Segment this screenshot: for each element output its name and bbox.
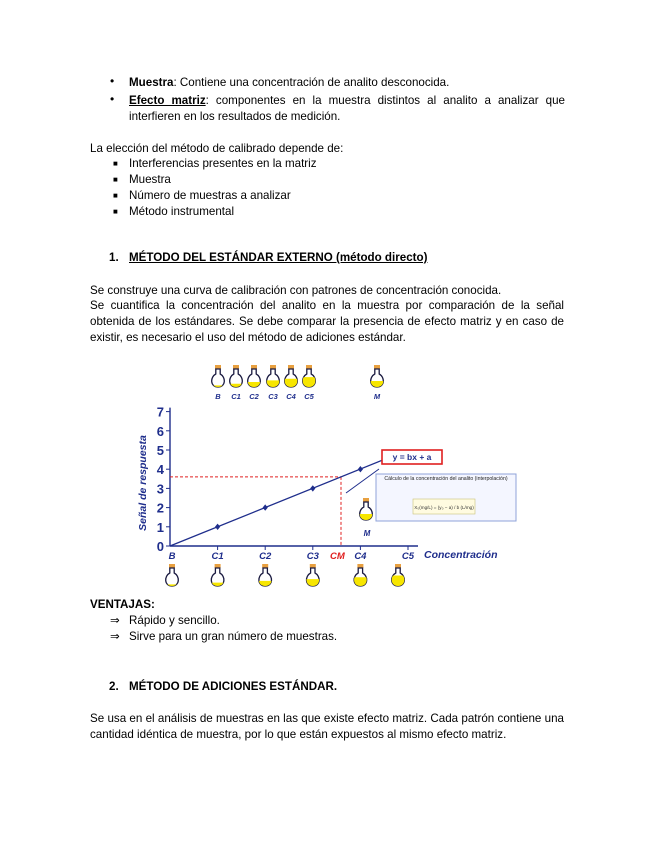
choice-item: Número de muestras a analizar (129, 189, 291, 202)
y-tick-label: 2 (156, 500, 164, 516)
y-tick-label: 7 (156, 404, 164, 420)
x-tick-label: B (168, 551, 176, 562)
bullet-square: ■ (113, 207, 118, 216)
choice-item: Interferencias presentes en la matriz (129, 157, 317, 170)
bottom-flask (259, 564, 272, 586)
x-tick-label: C5 (401, 551, 415, 562)
top-flask (285, 365, 298, 387)
def-muestra-term: Muestra (129, 76, 174, 89)
data-point (263, 504, 268, 510)
top-flask (303, 365, 316, 387)
data-point (310, 485, 315, 491)
x-tick-label: C2 (259, 551, 272, 562)
section2-p1: Se usa en el análisis de muestras en las que existe efecto matriz. Cada patrón contiene una cantidad idéntica de muestra, por lo que están expuestos al mismo efecto matriz. (90, 712, 564, 741)
bullet-dot: • (110, 74, 115, 88)
sample-flask (360, 498, 373, 520)
section1-title: MÉTODO DEL ESTÁNDAR EXTERNO (método directo) (129, 251, 428, 264)
top-flask-label: C5 (304, 392, 314, 401)
x-axis-label: Concentración (424, 549, 498, 561)
top-flask-label: C1 (231, 392, 241, 401)
bottom-flask (306, 564, 319, 586)
y-tick-label: 5 (156, 443, 164, 458)
section2-title: MÉTODO DE ADICIONES ESTÁNDAR. (129, 680, 338, 693)
arrow-bullet: ⇒ (110, 630, 120, 643)
section1-p1: Se construye una curva de calibración con patrones de concentración conocida. (90, 284, 502, 297)
def-efecto-term: Efecto matriz (129, 94, 206, 107)
bottom-flasks (166, 564, 405, 586)
arrow-bullet: ⇒ (110, 614, 120, 627)
bullet-square: ■ (113, 159, 118, 168)
top-flask (267, 365, 280, 387)
data-point (358, 466, 363, 472)
top-flask-label: B (215, 392, 221, 401)
interpolation-formula: X₀(mg/L) = (y₀ − a) / b (L/mg) (414, 505, 474, 510)
x-tick-label: C1 (211, 551, 224, 562)
top-flasks (212, 365, 384, 401)
choice-intro: La elección del método de calibrado depende de: (90, 142, 344, 155)
top-flask-label: M (373, 392, 381, 401)
top-flask-label: C2 (249, 392, 259, 401)
def-muestra-text: : Contiene una concentración de analito desconocida. (173, 76, 450, 89)
top-flask-label: C3 (268, 392, 278, 401)
def-muestra (129, 75, 565, 91)
bullet-dot: • (110, 92, 115, 106)
choice-item: Método instrumental (129, 205, 235, 218)
calibration-chart (0, 355, 655, 595)
y-tick-label: 6 (156, 423, 164, 439)
def-efecto (129, 93, 565, 125)
y-tick-label: 4 (156, 462, 164, 478)
ventajas-title: VENTAJAS: (90, 598, 155, 611)
bottom-flask (354, 564, 367, 586)
section1-p2: Se cuantifica la concentración del analito en la muestra por comparación de la señal obtenida de los estándares. Se debe comparar la presencia de efecto matriz y en caso de existir, es necesario el uso del método de adiciones estándar. (90, 299, 564, 344)
bullet-square: ■ (113, 175, 118, 184)
top-flask-label: C4 (286, 392, 296, 401)
equation-text: y = bx + a (392, 452, 432, 462)
def-efecto-text: : componentes en la muestra distintos al analito a analizar que interfieren en los resultados de medición. (129, 94, 565, 123)
data-point (215, 524, 220, 530)
sample-flask-mid (360, 498, 373, 538)
choice-item: Muestra (129, 173, 171, 186)
y-tick-label: 1 (156, 519, 164, 535)
bottom-flask (392, 564, 405, 586)
top-flask (212, 365, 225, 387)
y-axis-label: Señal de respuesta (137, 435, 149, 531)
x-tick-label: C4 (354, 551, 367, 562)
bullet-square: ■ (113, 191, 118, 200)
bottom-flask (211, 564, 224, 586)
y-tick-label: 0 (156, 539, 164, 554)
ventaja-item: Rápido y sencillo. (129, 614, 220, 627)
bottom-flask (166, 564, 179, 586)
ventaja-item: Sirve para un gran número de muestras. (129, 630, 338, 643)
top-flask (230, 365, 243, 387)
cm-label: CM (330, 551, 345, 562)
section1-number: 1. (109, 251, 119, 264)
y-tick-label: 3 (156, 481, 164, 497)
x-tick-label: C3 (306, 551, 319, 562)
interpolation-box-title: Cálculo de la concentración del analito (interpolación) (384, 476, 508, 482)
sample-flask-label: M (363, 529, 371, 538)
top-flask (371, 365, 384, 387)
top-flask (248, 365, 261, 387)
section2-number: 2. (109, 680, 119, 693)
